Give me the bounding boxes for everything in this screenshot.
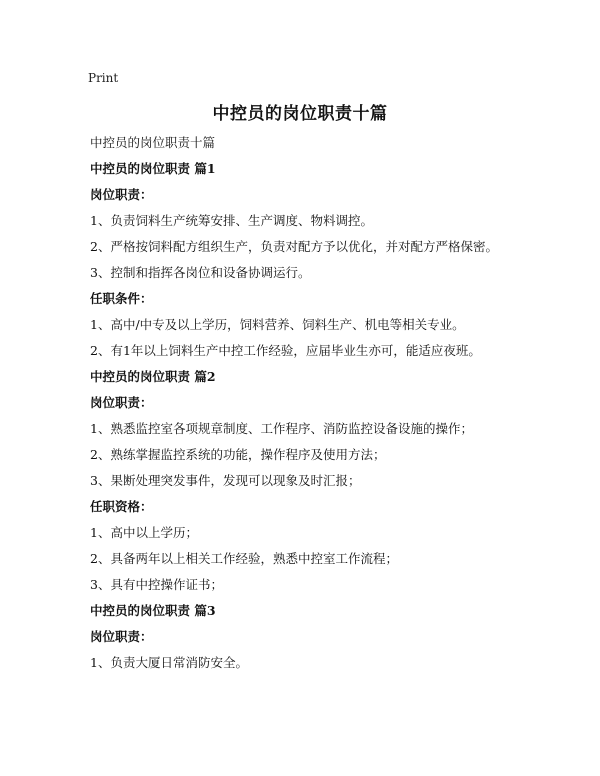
- section-heading-2: 中控员的岗位职责 篇2: [90, 369, 216, 384]
- section-heading-1: 中控员的岗位职责 篇1: [90, 161, 216, 176]
- section-2-duty-item: 1、熟悉监控室各项规章制度、工作程序、消防监控设备设施的操作；: [90, 421, 473, 436]
- intro-line: 中控员的岗位职责十篇: [90, 135, 216, 150]
- section-3-duty-item: 1、负责大厦日常消防安全。: [90, 655, 248, 670]
- document-title: 中控员的岗位职责十篇: [212, 104, 388, 124]
- section-1-duty-item: 1、负责饲料生产统筹安排、生产调度、物料调控。: [90, 213, 373, 228]
- section-1-duties-label: 岗位职责：: [90, 187, 153, 202]
- section-1-requirements-label: 任职条件：: [90, 291, 153, 306]
- section-2-requirement-item: 1、高中以上学历；: [90, 525, 198, 540]
- section-heading-3: 中控员的岗位职责 篇3: [90, 603, 216, 618]
- section-1-requirement-item: 1、高中/中专及以上学历，饲料营养、饲料生产、机电等相关专业。: [90, 317, 465, 332]
- section-2-requirement-item: 2、具备两年以上相关工作经验，熟悉中控室工作流程；: [90, 551, 398, 566]
- section-2-duty-item: 2、熟练掌握监控系统的功能，操作程序及使用方法；: [90, 447, 386, 462]
- section-2-duties-label: 岗位职责：: [90, 395, 153, 410]
- section-1-duty-item: 3、控制和指挥各岗位和设备协调运行。: [90, 265, 311, 280]
- section-2-duty-item: 3、果断处理突发事件，发现可以现象及时汇报；: [90, 473, 361, 488]
- section-1-requirement-item: 2、有1年以上饲料生产中控工作经验，应届毕业生亦可，能适应夜班。: [90, 343, 481, 358]
- section-1-duty-item: 2、严格按饲料配方组织生产，负责对配方予以优化，并对配方严格保密。: [90, 239, 498, 254]
- print-label: Print: [88, 71, 119, 85]
- document-body: [90, 130, 530, 676]
- section-3-duties-label: 岗位职责：: [90, 629, 153, 644]
- section-2-requirements-label: 任职资格：: [90, 499, 153, 514]
- section-2-requirement-item: 3、具有中控操作证书；: [90, 577, 223, 592]
